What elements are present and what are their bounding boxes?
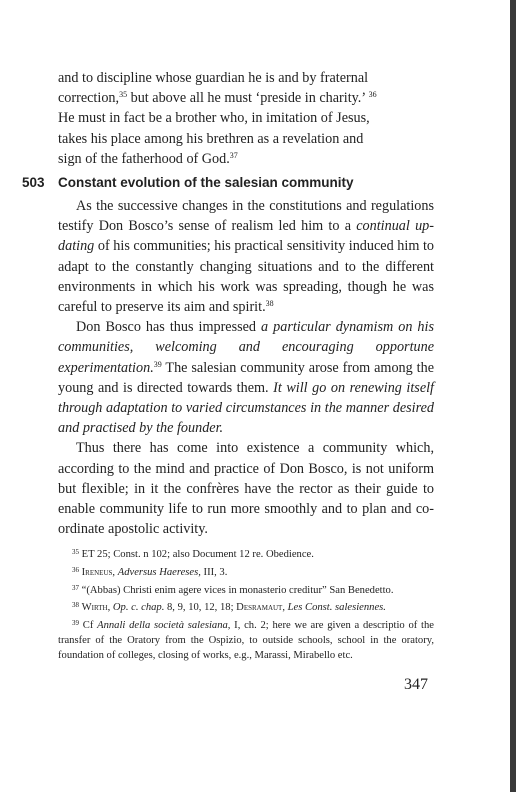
footnote-38-author-2: Desramaut, xyxy=(236,602,285,614)
footnote-38-author: Wirth, xyxy=(81,602,111,614)
p2-emphasis-2: It will go on renewing itself through adaptation to varied circumstances in the manner desired and practised by the founder. xyxy=(58,379,434,437)
footnotes xyxy=(58,545,434,664)
footnote-35-number: 35 xyxy=(72,548,79,556)
page-number: 347 xyxy=(404,676,428,693)
p2-emphasis-1: a particular dynamism on his communities, welcoming and encouraging opportune experimentation. xyxy=(58,319,434,376)
intro-line-1: and to discipline whose guardian he is and by fraternal xyxy=(58,70,369,86)
paragraph-3: Thus there has come into existence a community which, according to the mind and practice of Don Bosco, is not uniform but flexible; in it the confrères have the rector as their guide to enable community life to run more smoothly and to plan and co-ordinate apostolic activity. xyxy=(58,440,434,538)
footnote-38 xyxy=(58,598,434,616)
footnote-36-rest: III, 3. xyxy=(200,566,228,578)
footnote-36-work: Adversus Haereses, xyxy=(117,566,201,578)
p2-text-b: The salesian community arose from among the young and is directed towards them. xyxy=(58,359,434,396)
intro-line-2a: correction, xyxy=(58,90,120,107)
page-edge-shadow xyxy=(510,0,516,792)
footnote-38-number: 38 xyxy=(72,601,79,610)
footnote-39-pre: Cf xyxy=(82,620,98,632)
p1-text-a: As the successive changes in the constitutions and regulations testify Don Bosco’s sense of realism led him to a xyxy=(58,198,434,235)
paragraph-1 xyxy=(58,196,434,317)
footnote-ref-39[interactable]: 39 xyxy=(153,359,162,369)
footnote-36 xyxy=(58,563,434,581)
footnote-39 xyxy=(58,616,434,663)
footnote-38-work: Op. c. chap. xyxy=(112,602,165,614)
footnote-35 xyxy=(58,545,434,563)
section-number: 503 xyxy=(22,175,45,190)
body-text xyxy=(58,196,434,539)
paragraph-2 xyxy=(58,317,434,438)
footnote-35-text: ET 25; Const. n 102; also Document 12 re. Obedience. xyxy=(81,549,314,560)
footnote-39-number: 39 xyxy=(72,619,79,628)
footnote-37 xyxy=(58,581,434,599)
footnote-38-mid: 8, 9, 10, 12, 18; xyxy=(164,602,237,614)
footnote-ref-38[interactable]: 38 xyxy=(265,299,274,309)
intro-line-2b: but above all he must ‘preside in charity.’ xyxy=(127,90,369,107)
footnote-ref-37[interactable]: 37 xyxy=(229,150,238,160)
footnote-ref-35[interactable]: 35 xyxy=(119,90,128,100)
footnote-ref-36[interactable]: 36 xyxy=(368,90,377,100)
footnote-39-work: Annali della società salesiana, xyxy=(97,620,231,632)
footnote-38-work-2: Les Const. salesiennes. xyxy=(287,602,386,614)
p1-text-b: of his communities; his practical sensitivity induced him to adapt to the constantly changing situations and to the different environments in which his work was spreading, though he was careful to preserve its aim and spirit. xyxy=(58,238,434,316)
footnote-37-number: 37 xyxy=(72,583,79,592)
section-title: Constant evolution of the salesian community xyxy=(58,175,354,190)
footnote-39-rest: I, ch. 2; here we are given a descriptio of the transfer of the Oratory from the Ospizio, to outside schools, school in the oratory, foundation of colleges, closing of works, e.g., Marassi, Mirabello etc. xyxy=(58,620,434,661)
footnote-37-text: “(Abbas) Christi enim agere vices in monasterio creditur” San Benedetto. xyxy=(81,584,394,596)
p1-emphasis: continual up-dating xyxy=(58,218,434,255)
footnote-36-author: Ireneus, xyxy=(81,566,116,578)
footnote-36-number: 36 xyxy=(72,565,79,574)
intro-line-5: sign of the fatherhood of God. xyxy=(58,150,230,167)
intro-line-3: He must in fact be a brother who, in imitation of Jesus, xyxy=(58,110,370,127)
p2-text-a: Don Bosco has thus impressed xyxy=(76,319,262,336)
intro-line-4: takes his place among his brethren as a revelation and xyxy=(58,130,364,147)
intro-paragraph xyxy=(58,68,434,169)
